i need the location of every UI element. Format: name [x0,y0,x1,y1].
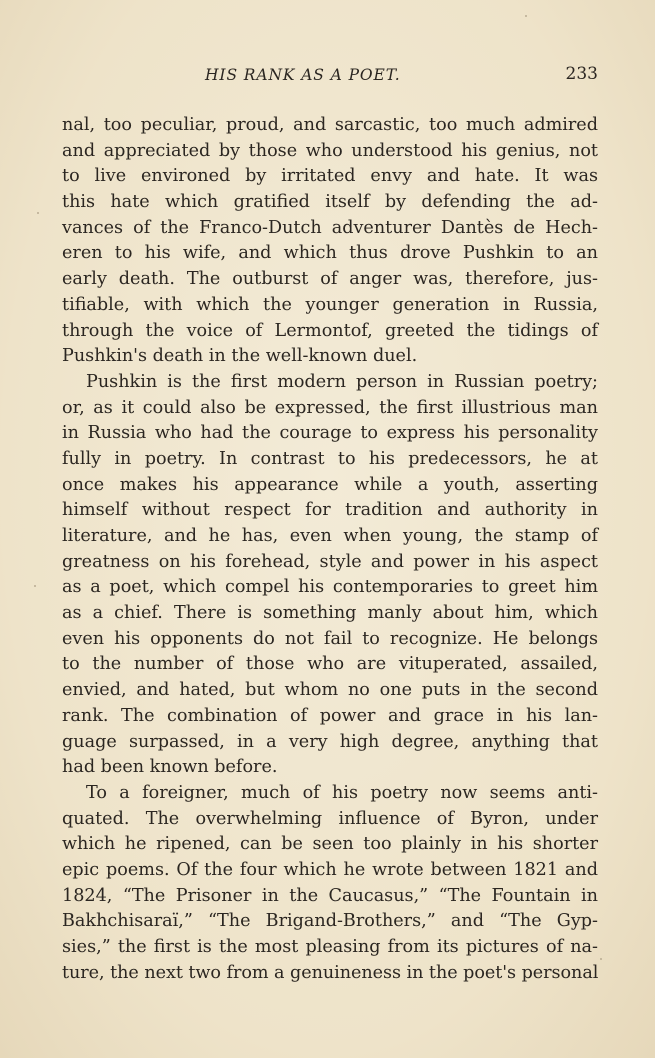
text-line: tifiable, with which the younger generation in Russia, [62,294,598,315]
text-line: eren to his wife, and which thus drove Pushkin to an [62,243,598,264]
text-line: as a poet, which compel his contemporaries to greet him [62,577,598,598]
page-number: 233 [565,64,598,84]
text-line: early death. The outburst of anger was, therefore, jus- [62,269,598,290]
text-line: epic poems. Of the four which he wrote between 1821 and [62,859,598,880]
paper-speck [34,585,36,587]
running-head [62,64,598,88]
text-line: to live environed by irritated envy and hate. It was [62,166,598,187]
text-line: literature, and he has, even when young, the stamp of [62,526,598,546]
text-line: or, as it could also be expressed, the first illustrious man [62,397,598,418]
text-line: quated. The overwhelming influence of Byron, under [62,808,598,829]
text-line: ture, the next two from a genuineness in the poet's personal [62,962,599,983]
paper-speck [600,958,602,960]
text-line: and appreciated by those who understood his genius, not [62,140,598,161]
text-line: nal, too peculiar, proud, and sarcastic, too much admired [62,115,598,135]
text-line: which he ripened, can be seen too plainly in his shorter [62,834,598,855]
text-line: through the voice of Lermontof, greeted the tidings of [62,320,598,341]
paper-speck [37,212,39,214]
text-line: had been known before. [62,757,278,778]
text-line: to the number of those who are vituperated, assailed, [62,654,598,675]
text-line: this hate which gratified itself by defending the ad- [62,192,598,213]
text-line: envied, and hated, but whom no one puts in the second [62,680,598,701]
text-line: 1824, “The Prisoner in the Caucasus,” “The Fountain in [62,885,598,906]
text-line: rank. The combination of power and grace in his lan- [62,705,598,726]
text-line: in Russia who had the courage to express his personality [62,423,598,444]
text-line: vances of the Franco-Dutch adventurer Dantès de Hech- [62,217,598,238]
text-line: even his opponents do not fail to recognize. He belongs [62,628,598,649]
text-line: To a foreigner, much of his poetry now seems anti- [86,782,598,803]
text-line: sies,” the first is the most pleasing from its pictures of na- [62,937,598,957]
text-line: greatness on his forehead, style and power in his aspect [62,551,598,572]
text-line: guage surpassed, in a very high degree, anything that [62,731,598,752]
text-line: as a chief. There is something manly about him, which [62,603,598,624]
body-text [62,113,598,986]
text-line: himself without respect for tradition and authority in [62,500,598,521]
paper-speck [525,15,527,17]
running-title: HIS RANK AS A POET. [205,66,401,84]
text-line: fully in poetry. In contrast to his predecessors, he at [62,448,598,469]
text-line: Pushkin is the first modern person in Russian poetry; [86,371,598,392]
text-line: Pushkin's death in the well-known duel. [62,346,418,367]
text-line: Bakhchisaraï,” “The Brigand-Brothers,” and “The Gyp- [62,911,598,932]
text-line: once makes his appearance while a youth, asserting [62,474,598,495]
